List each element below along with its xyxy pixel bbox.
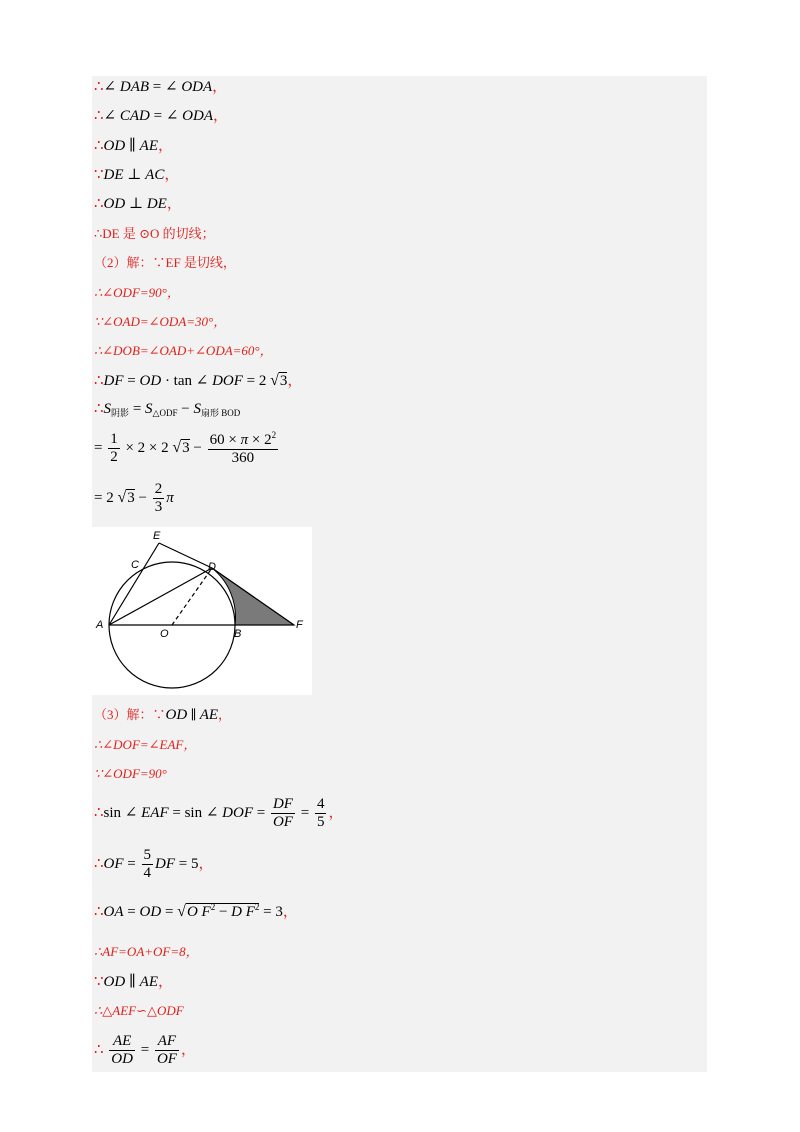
area-calculation: = $\frac{1}{2}$ × 2 × 2 √3 − $\frac{60 \times \pi \times 2^2}{360}$ <box>94 430 277 467</box>
oa-equation: ∴OA = OD = √O $F^2 - D$ $F^2 = 3$， <box>94 902 298 920</box>
label-e: E <box>153 530 161 542</box>
of-equation: ∴OF = $\frac{5}{4}$ DF = 5， <box>94 847 214 882</box>
proof-line-4: ∵DE ⊥ AC， <box>94 167 180 183</box>
line-od <box>172 568 212 625</box>
proof-line-2: ∴∠ CAD = ∠ ODA， <box>94 108 228 124</box>
area-expression: $\therefore S_{阴影} = S_{\triangle ODF} - S_{扇形 BOD}$ <box>94 401 241 418</box>
line-ae <box>109 543 159 625</box>
proof-line-10: ∴∠DOB=∠OAD+∠ODA=60°， <box>94 343 273 358</box>
proof-line-3: ∴OD ∥ AE， <box>94 138 173 154</box>
label-c: C <box>131 559 139 571</box>
proof-line-21: ∴AF=OA+OF=8， <box>94 944 199 959</box>
proof-line-1: ∴∠ DAB = ∠ ODA， <box>94 79 228 95</box>
ratio-equation: ∴ $\frac{AE}{OD}$ = $\frac{AF}{OF}$ ， <box>94 1033 196 1068</box>
proof-line-5: ∴OD ⊥ DE， <box>94 196 182 212</box>
sine-equation: ∴sin ∠ EAF = sin ∠ DOF = $\frac{DF}{OF}$ = $\frac{4}{5}$ ， <box>94 796 344 831</box>
area-result: = 2 √3 − $\frac{2}{3}$ π <box>94 481 174 516</box>
part-2-header: （2）解：∵EF 是切线， <box>94 255 236 270</box>
proof-line-23: ∴△AEF∽△ODF <box>94 1003 184 1018</box>
geometry-figure <box>92 527 312 695</box>
proof-line-11: ∴DF = OD · tan ∠ DOF = 2 √3， <box>94 372 303 389</box>
proof-line-17: ∵∠ODF=90° <box>94 766 167 781</box>
label-b: B <box>234 628 242 640</box>
label-f: F <box>296 619 303 631</box>
proof-line-9: ∵∠OAD=∠ODA=30°， <box>94 314 227 329</box>
circle-tangent-diagram <box>92 527 312 695</box>
label-d: D <box>208 561 216 573</box>
part-3-header: （3）解：∵OD ∥ AE， <box>94 707 232 723</box>
proof-line-16: ∴∠DOF=∠EAF， <box>94 737 197 752</box>
proof-line-8: ∴∠ODF=90°， <box>94 285 180 300</box>
proof-line-22: ∵OD ∥ AE， <box>94 974 173 990</box>
proof-line-6: ∴DE 是 ⊙O 的切线； <box>94 226 215 241</box>
line-ed <box>159 543 212 568</box>
line-ad <box>109 568 212 625</box>
label-a: A <box>96 619 104 631</box>
label-o: O <box>160 628 169 640</box>
